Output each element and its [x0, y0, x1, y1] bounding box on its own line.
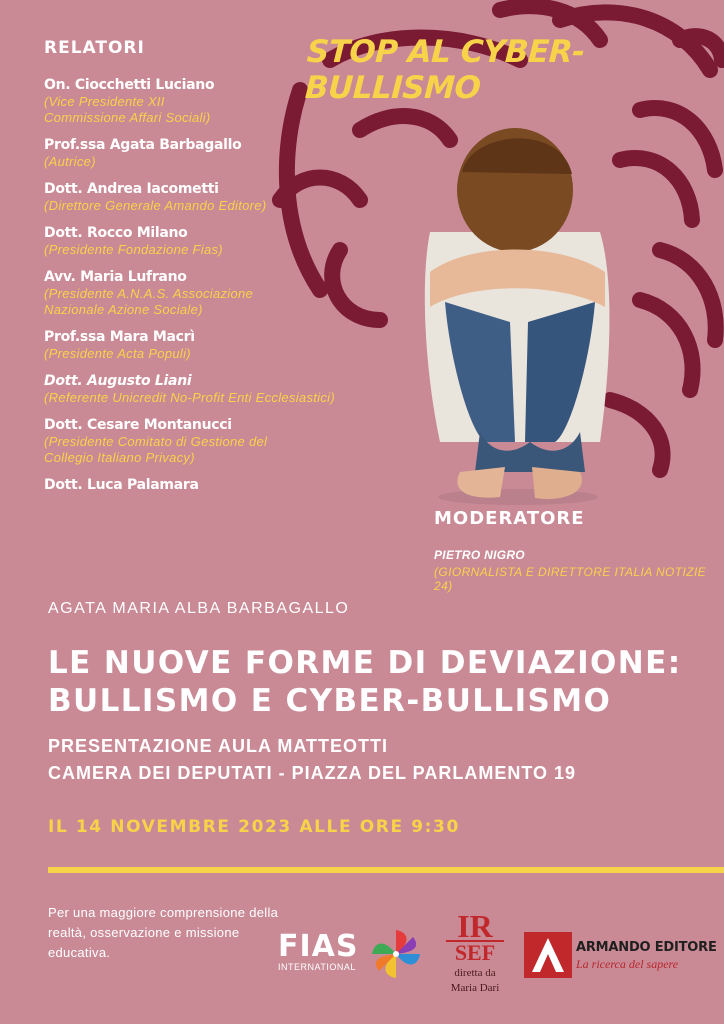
speaker-name: Dott. Andrea Iacometti	[44, 181, 219, 197]
speakers-heading: RELATORI	[44, 38, 145, 58]
speaker-role: (Autrice)	[44, 154, 96, 169]
speaker-role: (Vice Presidente XII	[44, 94, 165, 109]
child-figure-image	[410, 112, 626, 512]
book-title	[48, 644, 682, 720]
speaker-item	[44, 329, 374, 362]
footer-tagline: Per una maggiore comprensione della realtà, osservazione e missione educativa.	[48, 905, 279, 960]
speaker-role: (Direttore Generale Amando Editore)	[44, 198, 267, 213]
venue-line: CAMERA DEI DEPUTATI - PIAZZA DEL PARLAMENTO 19	[48, 763, 577, 783]
irsef-logo-ir: IR	[457, 908, 493, 944]
moderator-role: (GIORNALISTA E DIRETTORE ITALIA NOTIZIE 24)	[434, 565, 707, 593]
book-title-line: LE NUOVE FORME DI DEVIAZIONE:	[48, 645, 682, 681]
speaker-name: Prof.ssa Agata Barbagallo	[44, 137, 242, 153]
speaker-role: (Presidente A.N.A.S. Associazione	[44, 286, 254, 301]
speaker-role: (Presidente Comitato di Gestione del	[44, 434, 268, 449]
speaker-role: (Referente Unicredit No-Profit Enti Ecclesiastici)	[44, 390, 335, 405]
fias-logo-word: FIAS	[278, 929, 359, 964]
event-venue	[48, 733, 576, 787]
speaker-name: Dott. Augusto Liani	[44, 373, 192, 389]
armando-editore-motto: La ricerca del sapere	[576, 957, 679, 971]
speaker-item	[44, 417, 374, 466]
speaker-item	[44, 181, 374, 214]
irsef-logo-sub: Maria Dari	[450, 982, 500, 994]
armando-a-icon	[524, 932, 572, 978]
book-title-line: BULLISMO E CYBER-BULLISMO	[48, 683, 612, 719]
speaker-role: Collegio Italiano Privacy)	[44, 450, 195, 465]
speaker-item	[44, 269, 374, 318]
irsef-logo-sef: SEF	[446, 940, 504, 964]
speaker-role: (Presidente Acta Populi)	[44, 346, 191, 361]
speaker-item	[44, 77, 374, 126]
book-author: AGATA MARIA ALBA BARBAGALLO	[48, 600, 350, 617]
armando-editore-name: ARMANDO EDITORE	[576, 940, 717, 955]
fias-logo-sub: INTERNATIONAL	[278, 962, 356, 972]
armando-editore-logo	[524, 932, 717, 978]
speaker-item	[44, 225, 374, 258]
irsef-logo-sub: diretta da	[454, 967, 496, 979]
pinwheel-icon	[368, 926, 424, 982]
speaker-item	[44, 137, 374, 170]
event-date: IL 14 NOVEMBRE 2023 ALLE ORE 9:30	[48, 817, 460, 837]
speakers-list	[44, 77, 374, 505]
speaker-role: Commissione Affari Sociali)	[44, 110, 211, 125]
speaker-name: Dott. Cesare Montanucci	[44, 417, 232, 433]
fias-logo	[278, 929, 359, 972]
speaker-name: Dott. Rocco Milano	[44, 225, 188, 241]
speaker-role: (Presidente Fondazione Fias)	[44, 242, 223, 257]
speaker-item	[44, 477, 374, 494]
venue-line: PRESENTAZIONE AULA MATTEOTTI	[48, 736, 388, 756]
speaker-role: Nazionale Azione Sociale)	[44, 302, 203, 317]
campaign-title: STOP AL CYBER-BULLISMO	[304, 34, 586, 106]
irsef-logo	[443, 908, 507, 995]
moderator-heading: MODERATORE	[434, 508, 585, 529]
moderator-name: PIETRO NIGRO	[434, 548, 525, 562]
speaker-name: Prof.ssa Mara Macrì	[44, 329, 195, 345]
speaker-name: Dott. Luca Palamara	[44, 477, 199, 493]
speaker-name: Avv. Maria Lufrano	[44, 269, 187, 285]
speaker-name: On. Ciocchetti Luciano	[44, 77, 215, 93]
divider-rule	[48, 867, 724, 873]
speaker-item	[44, 373, 374, 406]
